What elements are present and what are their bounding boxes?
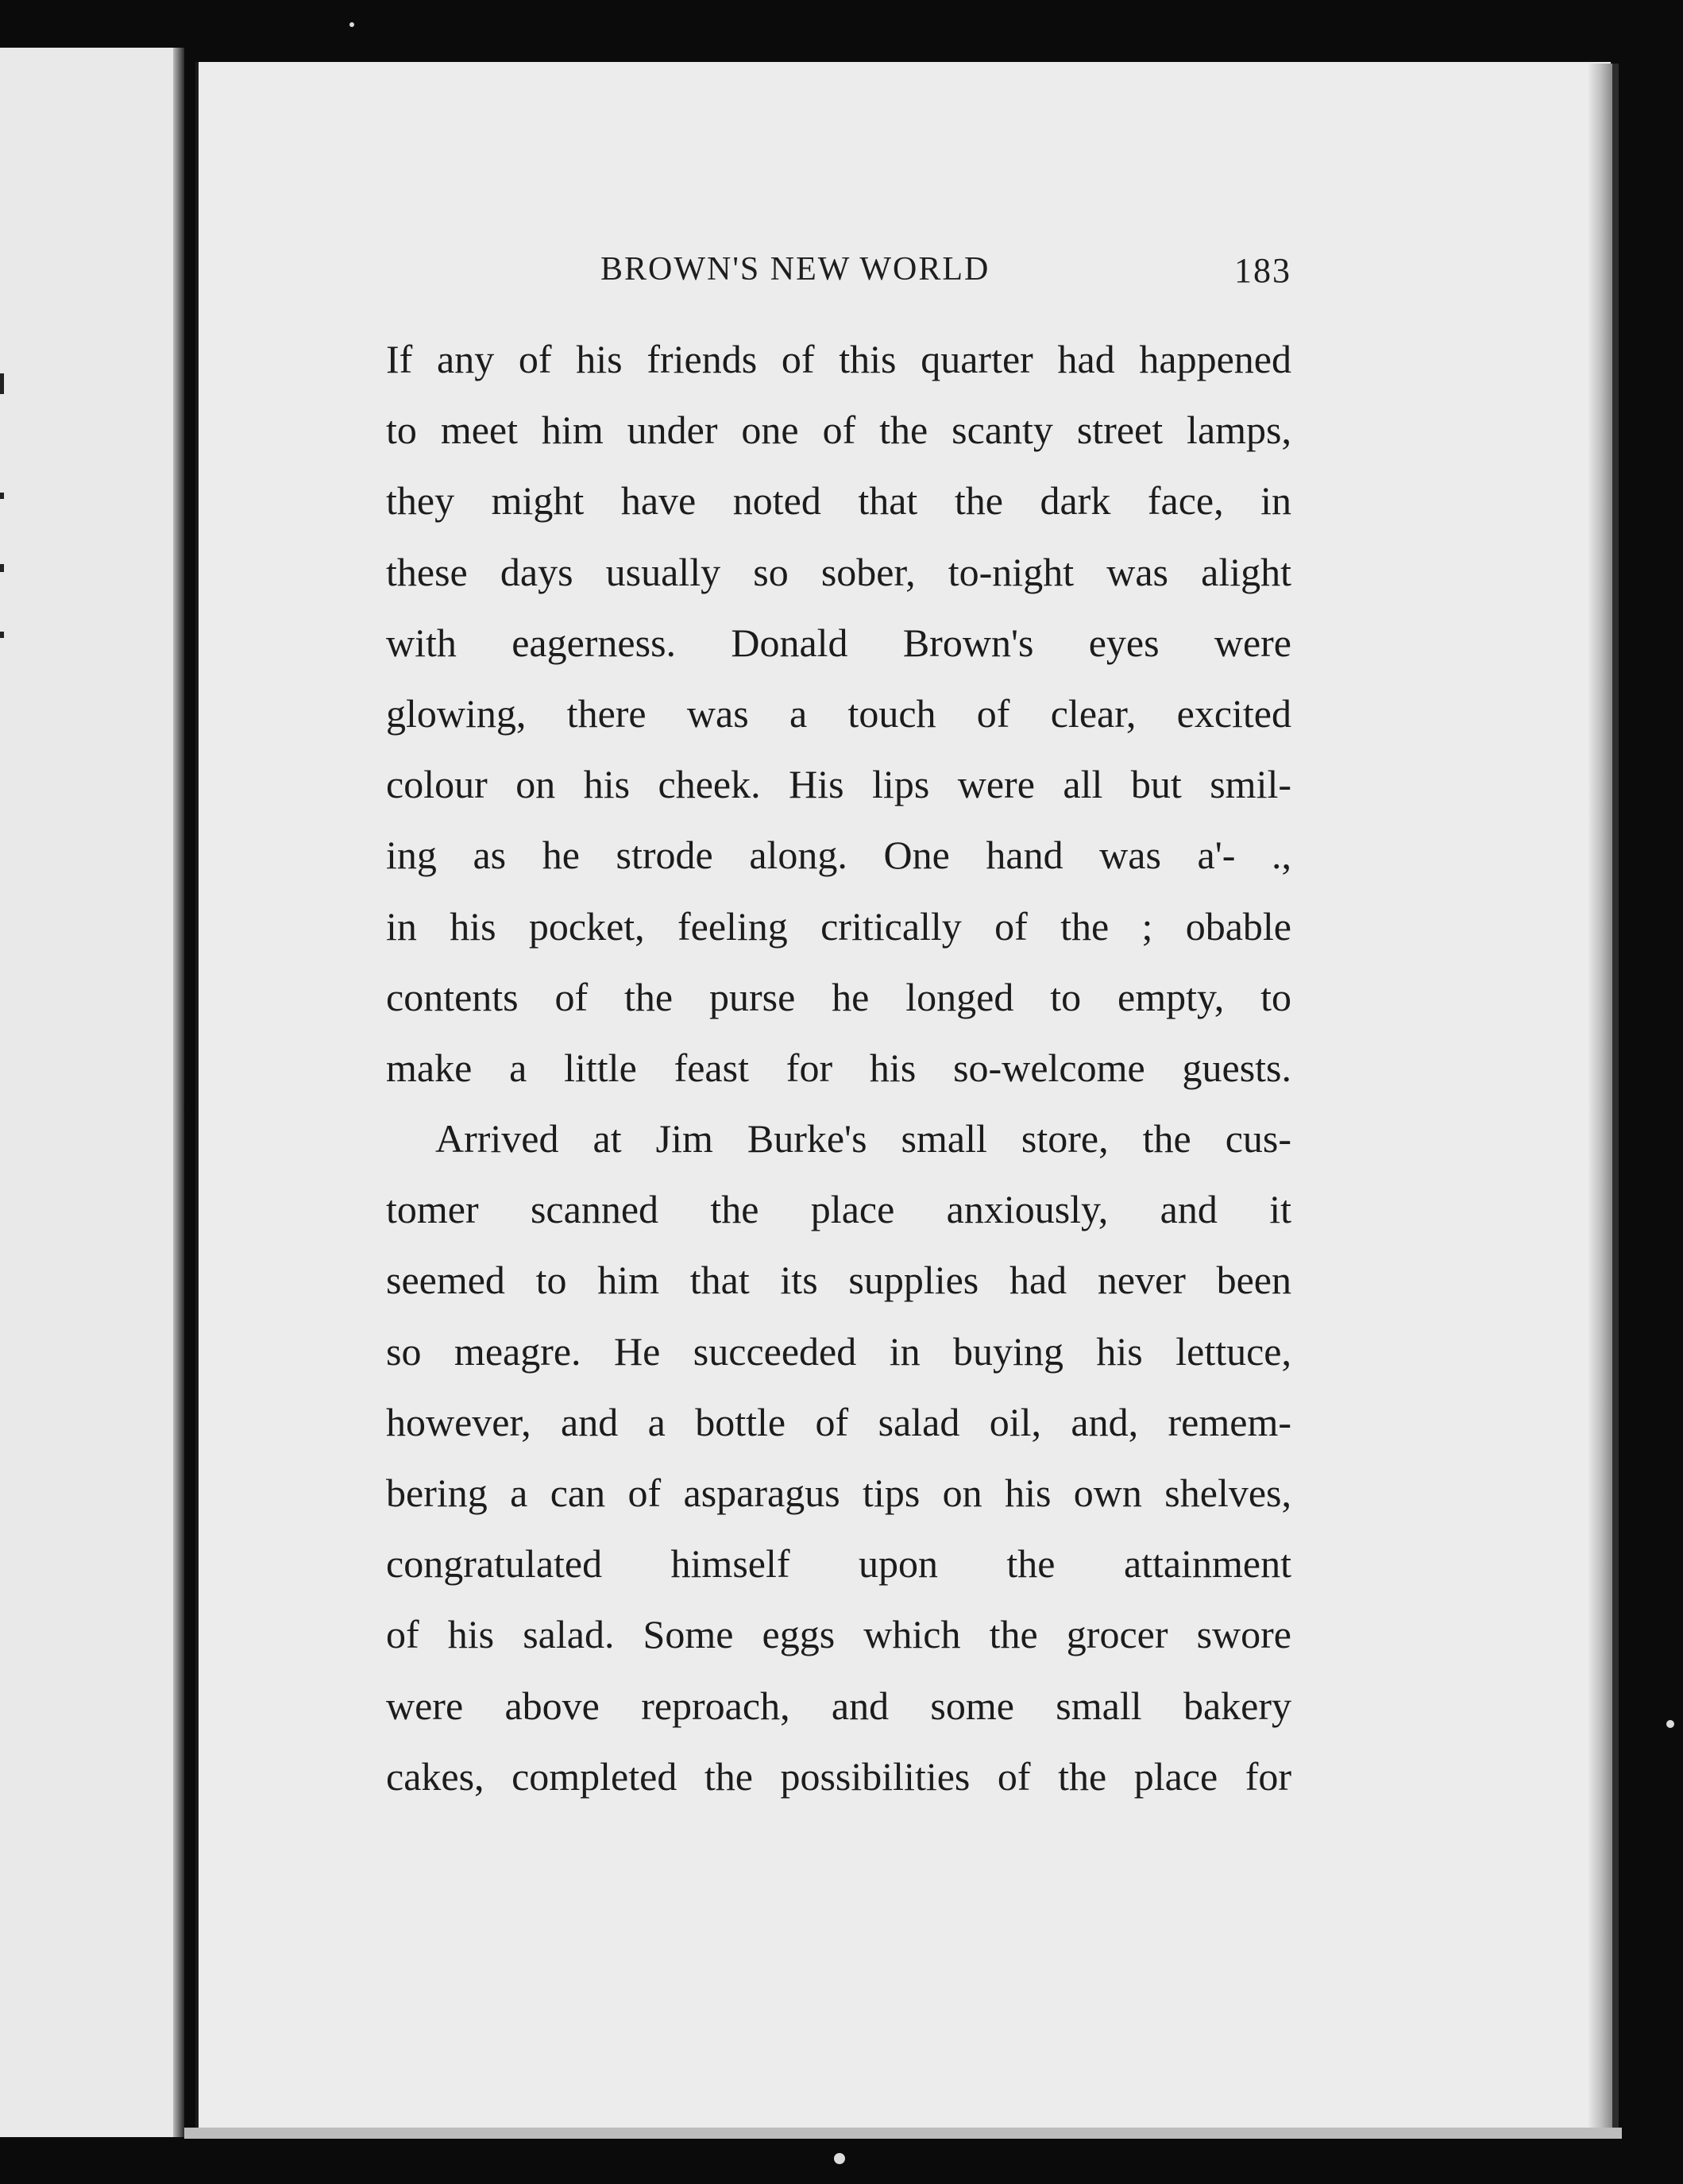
text-line: congratulated himself upon the attainment <box>386 1541 1291 1587</box>
text-line: they might have noted that the dark face, in <box>386 478 1291 524</box>
text-line: of his salad. Some eggs which the grocer swore <box>386 1612 1291 1657</box>
margin-mark <box>0 493 4 499</box>
text-line: If any of his friends of this quarter had happened <box>386 337 1291 381</box>
bottom-page-edge <box>184 2128 1622 2139</box>
text-line: tomer scanned the place anxiously, and it <box>386 1187 1291 1232</box>
text-line: seemed to him that its supplies had never been <box>386 1258 1291 1303</box>
text-line: contents of the purse he longed to empty, to <box>386 974 1291 1019</box>
text-line: however, and a bottle of salad oil, and, remem- <box>386 1399 1291 1444</box>
text-line: bering a can of asparagus tips on his own shelves, <box>386 1471 1291 1515</box>
cover-edge <box>1612 64 1619 2129</box>
scan-speck <box>1666 1720 1674 1728</box>
gutter-shadow <box>173 48 184 2137</box>
text-line: with eagerness. Donald Brown's eyes were <box>386 620 1291 665</box>
scan-speck <box>349 22 354 27</box>
text-line: glowing, there was a touch of clear, excited <box>386 690 1291 736</box>
body-text <box>386 324 1291 1812</box>
page-edge-stack <box>1588 64 1612 2129</box>
running-title: BROWN'S NEW WORLD <box>600 251 990 288</box>
text-line: were above reproach, and some small bakery <box>386 1683 1291 1728</box>
text-line: cakes, completed the possibilities of the place for <box>386 1753 1291 1799</box>
margin-mark <box>0 373 4 394</box>
text-line: make a little feast for his so-welcome guests. <box>386 1045 1291 1090</box>
text-line: Arrived at Jim Burke's small store, the cus- <box>435 1116 1291 1162</box>
text-line: so meagre. He succeeded in buying his lettuce, <box>386 1328 1291 1374</box>
margin-mark <box>0 564 4 572</box>
text-line: to meet him under one of the scanty street lamps, <box>386 408 1291 453</box>
text-line: colour on his cheek. His lips were all but smil- <box>386 762 1291 807</box>
scan-speck <box>834 2153 845 2164</box>
page-number: 183 <box>1234 251 1291 290</box>
text-line: these days usually so sober, to-night was alight <box>386 549 1291 594</box>
text-line: in his pocket, feeling critically of the ; obable <box>386 903 1291 949</box>
running-head <box>386 250 1291 298</box>
margin-mark <box>0 632 4 638</box>
previous-page-edge <box>0 48 184 2137</box>
text-line: ing as he strode along. One hand was a'- ., <box>386 833 1291 878</box>
